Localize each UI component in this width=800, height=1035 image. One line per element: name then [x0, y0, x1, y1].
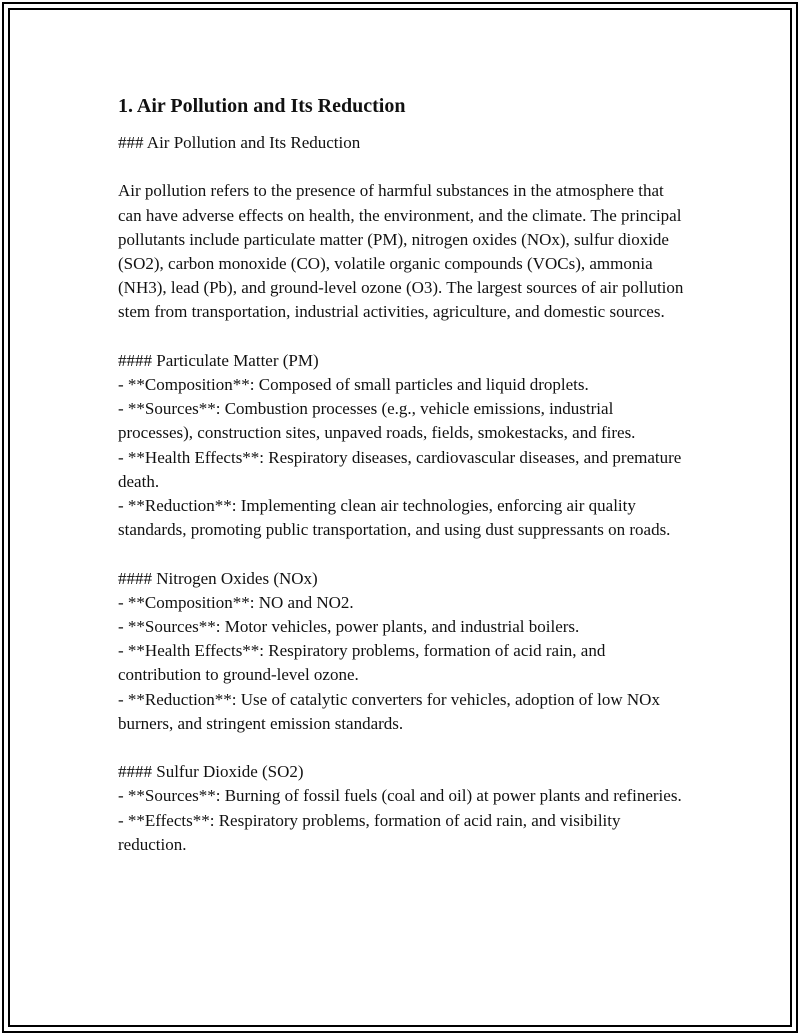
section-nitrogen-oxides: [118, 567, 690, 736]
section-heading: #### Sulfur Dioxide (SO2): [118, 762, 304, 782]
list-item: - **Composition**: NO and NO2.: [118, 592, 354, 612]
list-item: - **Reduction**: Use of catalytic converters for vehicles, adoption of low NOx burners, and stringent emission standards.: [118, 689, 660, 733]
intro-paragraph: Air pollution refers to the presence of harmful substances in the atmosphere that can have adverse effects on health, the environment, and the climate. The principal pollutants include particulate matter (PM), nitrogen oxides (NOx), sulfur dioxide (SO2), carbon monoxide (CO), volatile organic compounds (VOCs), ammonia (NH3), lead (Pb), and ground-level ozone (O3). The largest sources of air pollution stem from transportation, industrial activities, agriculture, and domestic sources.: [118, 181, 684, 322]
document-title: 1. Air Pollution and Its Reduction: [118, 95, 406, 117]
list-item: - **Health Effects**: Respiratory problems, formation of acid rain, and contribution to ground-level ozone.: [118, 641, 606, 685]
spacer: [118, 542, 690, 566]
list-item: - **Health Effects**: Respiratory diseases, cardiovascular diseases, and premature death.: [118, 447, 682, 491]
list-item: - **Sources**: Combustion processes (e.g., vehicle emissions, industrial processes), construction sites, unpaved roads, fields, smokestacks, and fires.: [118, 399, 636, 443]
spacer: [118, 325, 690, 349]
list-item: - **Sources**: Motor vehicles, power plants, and industrial boilers.: [118, 617, 580, 637]
section-particulate-matter: [118, 349, 690, 543]
subheading: ### Air Pollution and Its Reduction: [118, 133, 361, 152]
section-sulfur-dioxide: [118, 760, 690, 857]
spacer: [118, 736, 690, 760]
list-item: - **Effects**: Respiratory problems, formation of acid rain, and visibility reduction.: [118, 810, 621, 854]
list-item: - **Composition**: Composed of small particles and liquid droplets.: [118, 375, 589, 394]
section-heading: #### Nitrogen Oxides (NOx): [118, 568, 318, 588]
spacer: [118, 155, 690, 179]
list-item: - **Reduction**: Implementing clean air technologies, enforcing air quality standards, promoting public transportation, and using dust suppressants on roads.: [118, 496, 671, 540]
section-heading: #### Particulate Matter (PM): [118, 350, 319, 370]
document-body: [118, 94, 690, 857]
list-item: - **Sources**: Burning of fossil fuels (coal and oil) at power plants and refineries.: [118, 786, 682, 806]
